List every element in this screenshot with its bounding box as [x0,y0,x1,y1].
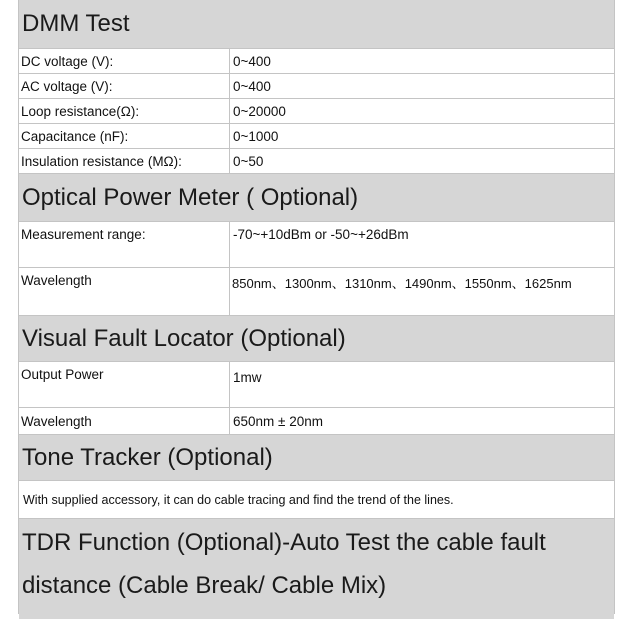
row-label: AC voltage (V): [19,74,230,98]
row-label: Wavelength [19,408,230,434]
table-row [19,99,614,124]
row-value: 0~1000 [233,128,279,144]
table-row [19,149,614,174]
row-value: 0~20000 [233,103,286,119]
row-label: Loop resistance(Ω): [19,99,230,123]
row-value: 0~400 [233,53,271,69]
table-row [19,268,614,316]
section-title: TDR Function (Optional)-Auto Test the cable fault [22,529,546,556]
table-row [19,408,614,435]
section-title: DMM Test [22,10,130,37]
table-row [19,222,614,268]
table-row [19,49,614,74]
section-header-tdr [19,519,614,619]
row-value: 0~50 [233,153,264,169]
row-label: DC voltage (V): [19,49,230,73]
section-header-vfl [19,316,614,362]
row-value: -70~+10dBm or -50~+26dBm [233,227,409,242]
spec-table [18,0,615,614]
section-header-opm [19,174,614,222]
section-title: Optical Power Meter ( Optional) [22,183,359,211]
row-label: Output Power [19,362,230,407]
table-row [19,124,614,149]
section-title: Tone Tracker (Optional) [22,443,273,471]
row-label: Capacitance (nF): [19,124,230,148]
section-title: distance (Cable Break/ Cable Mix) [22,572,387,599]
row-label: Wavelength [19,268,230,315]
row-value: 650nm ± 20nm [233,413,323,429]
section-note: With supplied accessory, it can do cable tracing and find the trend of the lines. [19,481,614,519]
row-label: Measurement range: [19,222,230,267]
row-value: 1mw [233,370,262,385]
row-value: 0~400 [233,78,271,94]
row-label: Insulation resistance (MΩ): [19,149,230,173]
table-row [19,74,614,99]
section-title: Visual Fault Locator (Optional) [22,324,346,352]
section-header-tone [19,435,614,481]
section-header-dmm [19,0,614,49]
table-row [19,362,614,408]
row-value: 850nm、1300nm、1310nm、1490nm、1550nm、1625nm [232,276,572,291]
